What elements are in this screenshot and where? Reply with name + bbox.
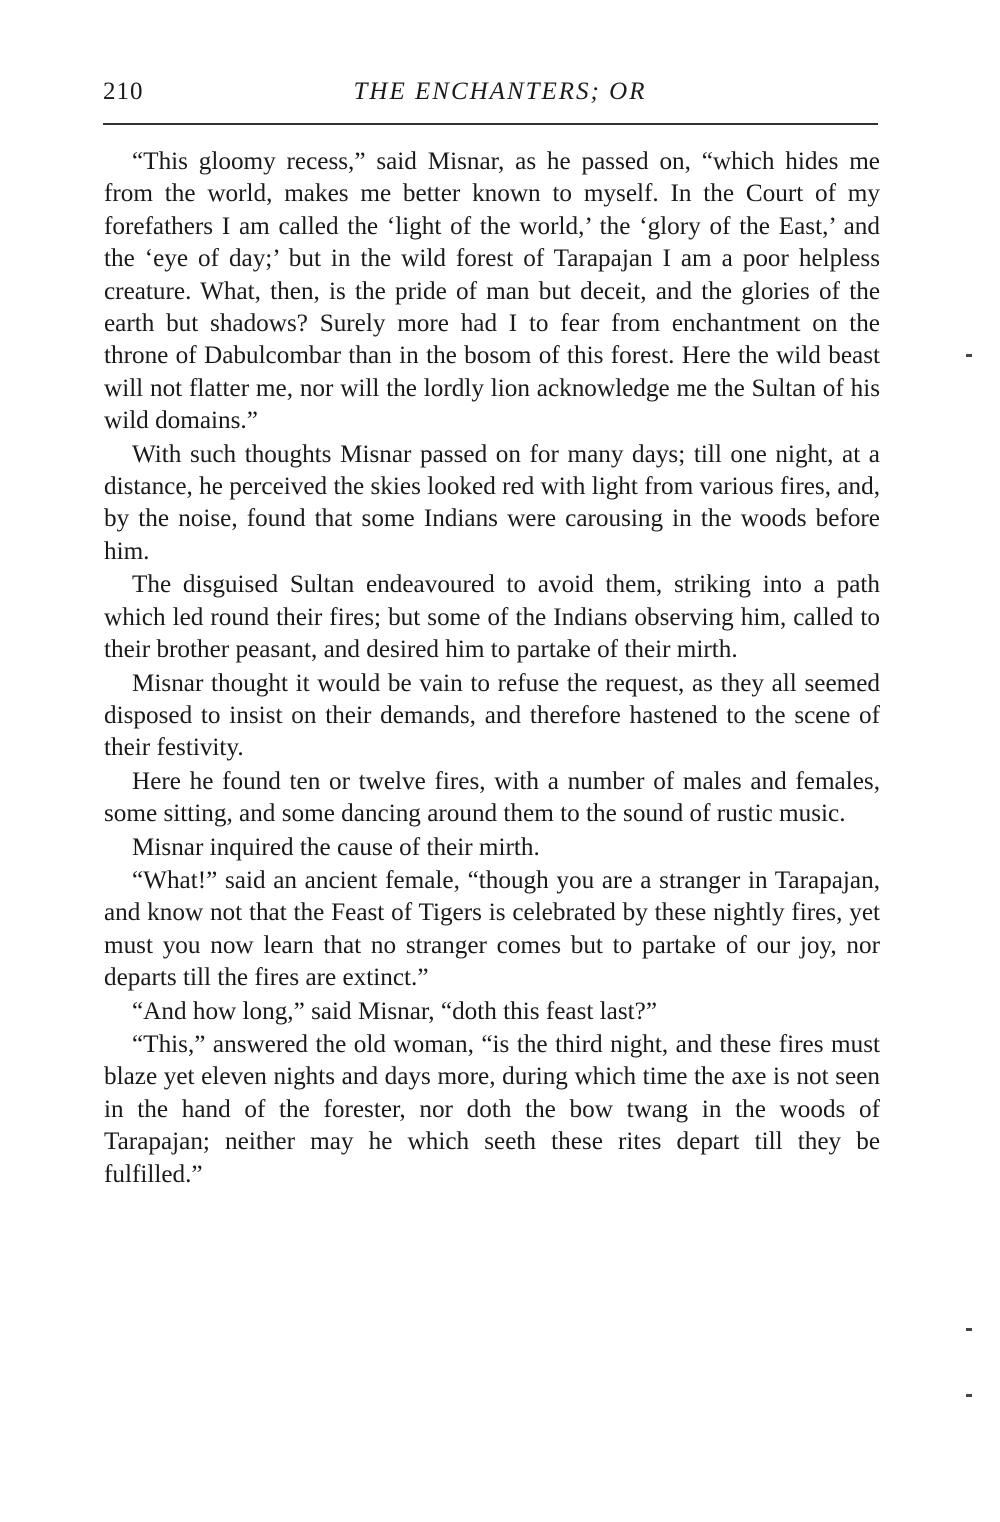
margin-speck	[966, 1394, 972, 1397]
paragraph: “This gloomy recess,” said Misnar, as he passed on, “which hides me from the world, makes me better known to myself. In the Court of my forefathers I am called the ‘light of the world,’ the ‘glory of the East,’ and the ‘eye of day;’ but in the wild forest of Tarapajan I am a poor helpless creature. What, then, is the pride of man but deceit, and the glories of the earth but shadows? Surely more had I to fear from enchantment on the throne of Dabulcombar than in the bosom of this forest. Here the wild beast will not flatter me, nor will the lordly lion acknowledge me the Sultan of his wild domains.”	[104, 148, 880, 435]
header-rule	[103, 123, 878, 125]
paragraph: With such thoughts Misnar passed on for many days; till one night, at a distance, he perceived the skies looked red with light from various fires, and, by the noise, found that some Indians were carousing in the woods before him.	[104, 440, 880, 565]
margin-speck	[966, 354, 972, 357]
body-text	[104, 146, 880, 1191]
page-number: 210	[103, 78, 144, 105]
paragraph: “What!” said an ancient female, “though you are a stranger in Tarapajan, and know not that the Feast of Tigers is celebrated by these nightly fires, yet must you now learn that no stranger comes but to partake of our joy, nor departs till the fires are extinct.”	[104, 866, 880, 992]
paragraph: “This,” answered the old woman, “is the third night, and these fires must blaze yet eleven nights and days more, during which time the axe is not seen in the hand of the forester, nor doth the bow twang in the woods of Tarapajan; neither may he which seeth these rites depart till they be fulfilled.”	[104, 1030, 880, 1188]
paragraph: Misnar thought it would be vain to refuse the request, as they all seemed disposed to insist on their demands, and therefore hastened to the scene of their festivity.	[104, 669, 880, 762]
paragraph: The disguised Sultan endeavoured to avoid them, striking into a path which led round their fires; but some of the Indians observing him, called to their brother peasant, and desired him to partake of their mirth.	[104, 571, 880, 664]
margin-speck	[966, 1328, 972, 1331]
paragraph: Misnar inquired the cause of their mirth.	[132, 833, 540, 861]
paragraph: “And how long,” said Misnar, “doth this feast last?”	[132, 997, 658, 1025]
running-title: THE ENCHANTERS; OR	[353, 78, 647, 105]
paragraph: Here he found ten or twelve fires, with a number of males and females, some sitting, and some dancing around them to the sound of rustic music.	[104, 767, 880, 828]
